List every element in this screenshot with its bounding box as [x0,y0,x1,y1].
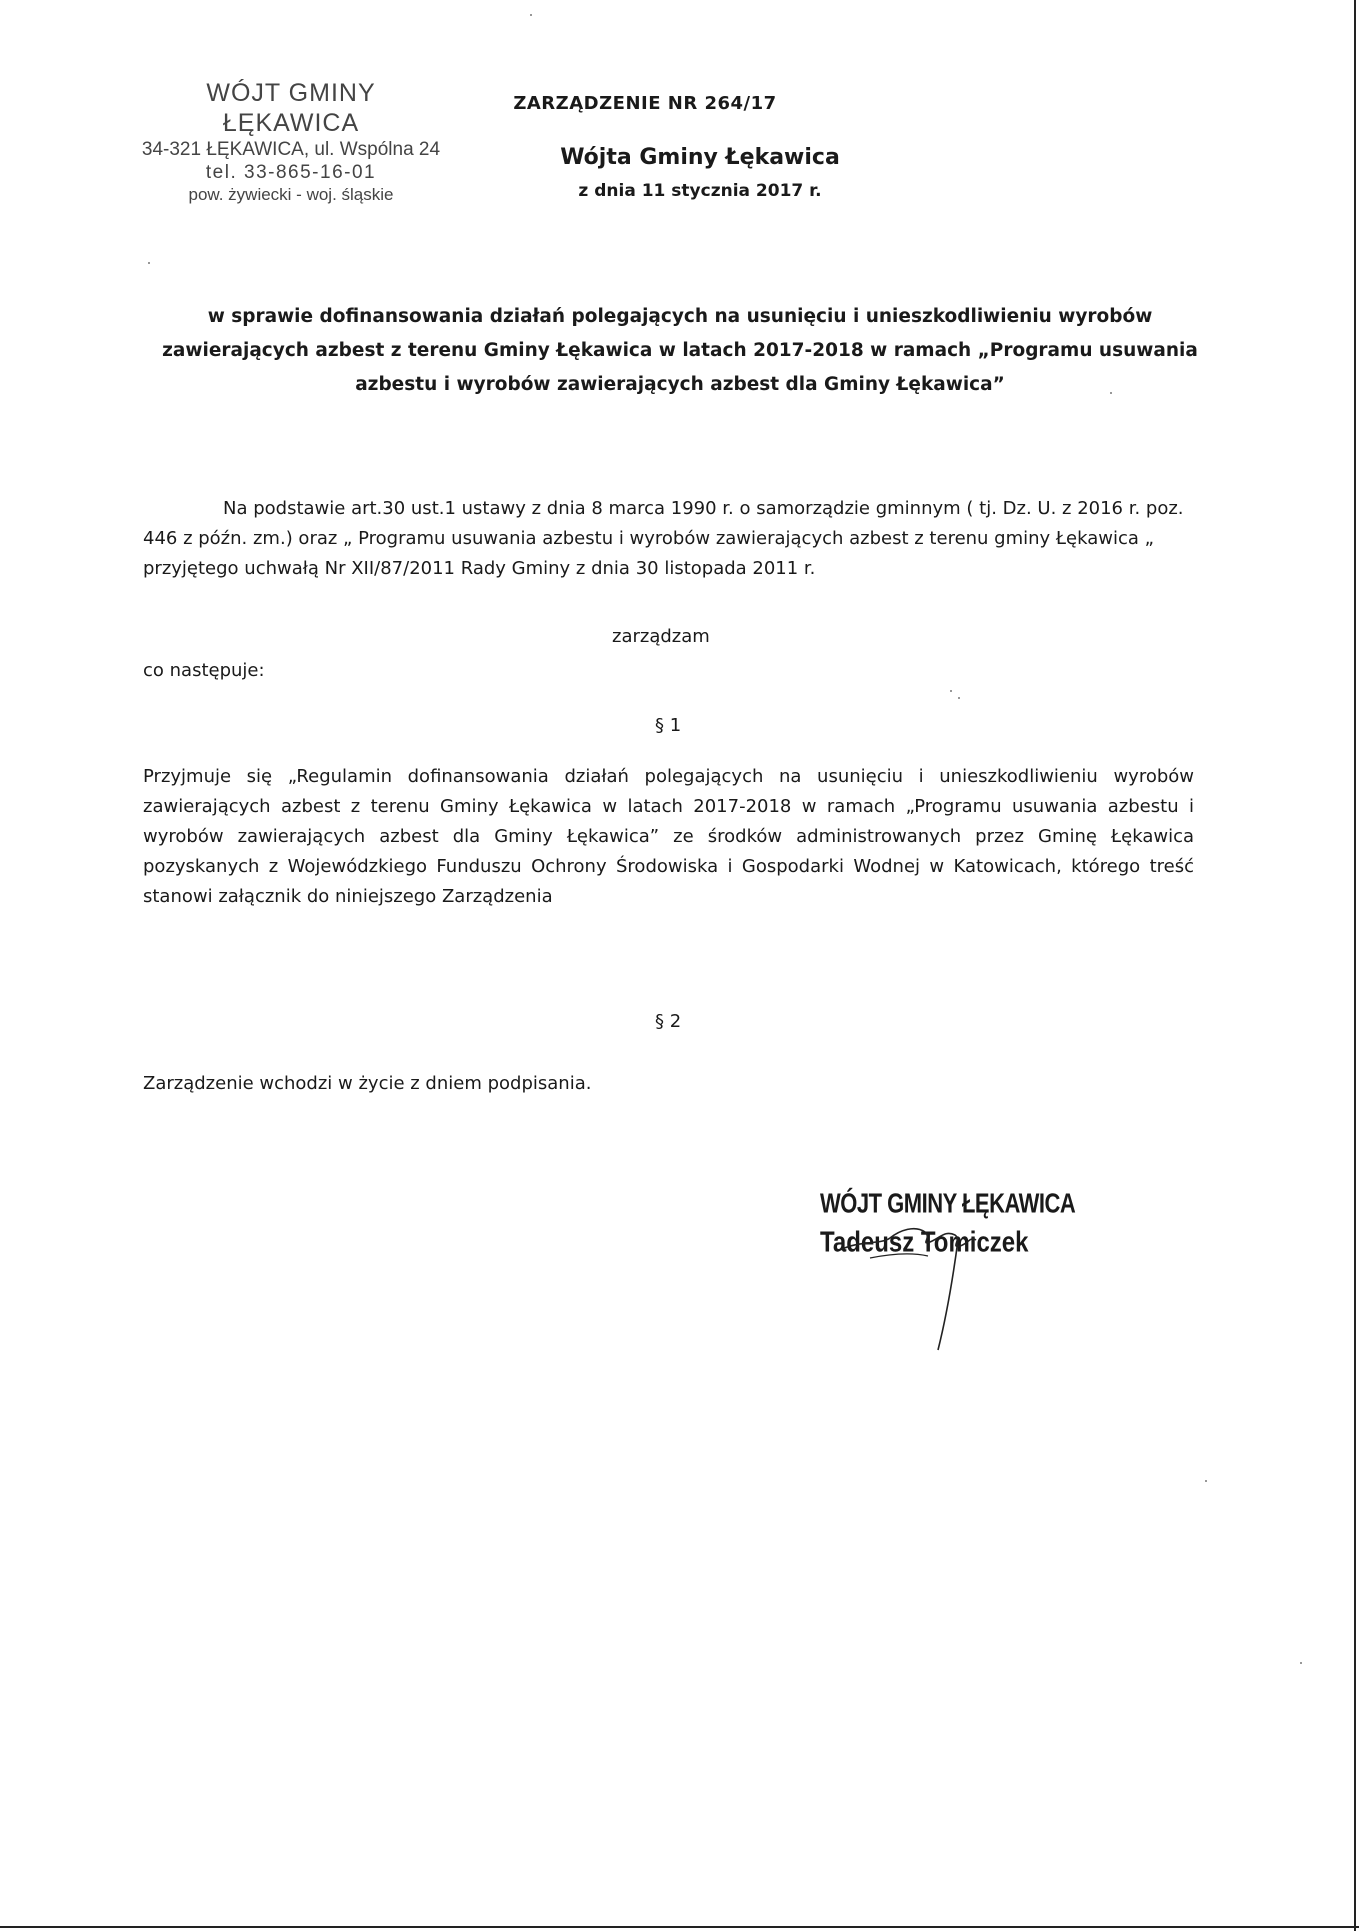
subject-line: zawierających azbest z terenu Gminy Łękawica w latach 2017-2018 w ramach „Programu usuwania [162,340,1198,361]
decree-date: z dnia 11 stycznia 2017 r. [578,181,822,201]
scan-speck [1110,392,1112,394]
legal-basis-paragraph: Na podstawie art.30 ust.1 ustawy z dnia 8 marca 1990 r. o samorządzie gminnym ( tj. Dz. U. z 2016 r. poz. 446 z późn. zm.) oraz „ Programu usuwania azbestu i wyrobów zawierających azbest z terenu gminy Łękawica „ przyjętego uchwałą Nr XII/87/2011 Rady Gminy z dnia 30 listopada 2011 r. [143,498,1184,579]
stamp-address: 34-321 ŁĘKAWICA, ul. Wspólna 24 [141,139,441,160]
decree-number: ZARZĄDZENIE NR 264/17 [513,93,777,114]
section-1-text: Przyjmuje się „Regulamin dofinansowania działań polegających na usunięciu i unieszkodliwieniu wyrobów zawierających azbest z terenu Gminy Łękawica w latach 2017-2018 w ramach „Programu usuwania azbestu i wyrobów zawierających azbest dla Gminy Łękawica” ze środków administrowanych przez Gminę Łękawica pozyskanych z Wojewódzkiego Funduszu Ochrony Środowiska i Gospodarki Wodnej w Katowicach, którego treść stanowi załącznik do niniejszego Zarządzenia [143,766,1194,907]
signature-title: WÓJT GMINY ŁĘKAWICA [820,1187,1076,1219]
scan-border-bottom [0,1926,1359,1928]
stamp-office-name: WÓJT GMINY ŁĘKAWICA [206,79,376,137]
scan-speck [958,697,960,699]
subject-line: azbestu i wyrobów zawierających azbest dla Gminy Łękawica” [355,374,1005,395]
scan-speck [950,690,952,692]
stamp-phone: tel. 33-865-16-01 [205,162,377,183]
section-2-text: Zarządzenie wchodzi w życie z dniem podpisania. [143,1073,592,1094]
scan-border-right [1354,0,1356,1931]
scan-speck [1300,1662,1302,1664]
decree-issuer: Wójta Gminy Łękawica [560,145,840,170]
scan-speck [530,14,532,16]
section-1-mark: § 1 [655,715,682,736]
scan-speck [1205,1480,1207,1482]
decree-header [480,86,920,204]
signature-name: Tadeusz Tomiczek [820,1226,1029,1259]
subject-line: w sprawie dofinansowania działań polegających na usunięciu i unieszkodliwieniu wyrobów [207,306,1153,327]
handwritten-signature [820,1200,1080,1360]
decree-word: zarządzam [612,626,710,647]
scan-speck [148,262,150,264]
decree-subject [130,300,1230,402]
stamp-district: pow. żywiecki - woj. śląskie [188,185,394,204]
follows-text: co następuje: [143,660,265,681]
section-2-mark: § 2 [655,1011,682,1032]
